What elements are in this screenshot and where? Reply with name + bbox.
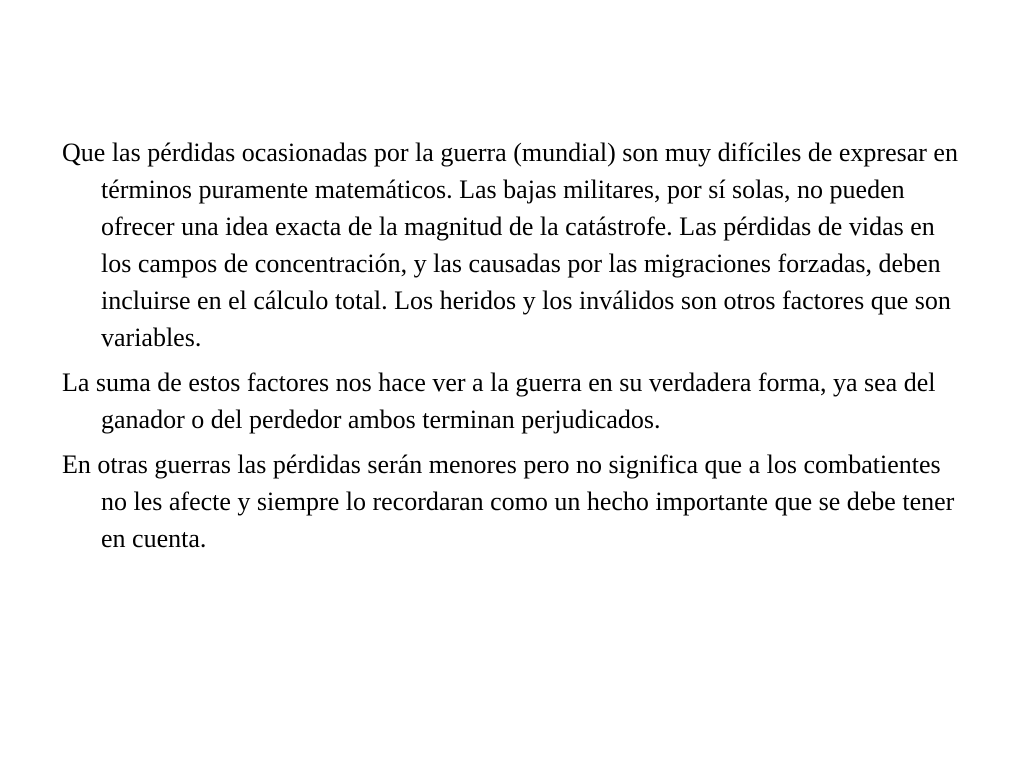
paragraph-other-wars: En otras guerras las pérdidas serán menores pero no significa que a los combatientes no les afecte y siempre lo recordaran como un hecho importante que se debe tener en cuenta. — [62, 450, 955, 553]
slide-body — [62, 134, 962, 565]
paragraph-war-losses: Que las pérdidas ocasionadas por la guerra (mundial) son muy difíciles de expresar en términos puramente matemáticos. Las bajas militares, por sí solas, no pueden ofrecer una idea exacta de la magnitud de la catástrofe. Las pérdidas de vidas en los campos de concentración, y las causadas por las migraciones forzadas, deben incluirse en el cálculo total. Los heridos y los inválidos son otros factores que son variables. — [62, 138, 958, 352]
paragraph-sum-of-factors: La suma de estos factores nos hace ver a la guerra en su verdadera forma, ya sea del ganador o del perdedor ambos terminan perjudicados. — [62, 368, 936, 434]
